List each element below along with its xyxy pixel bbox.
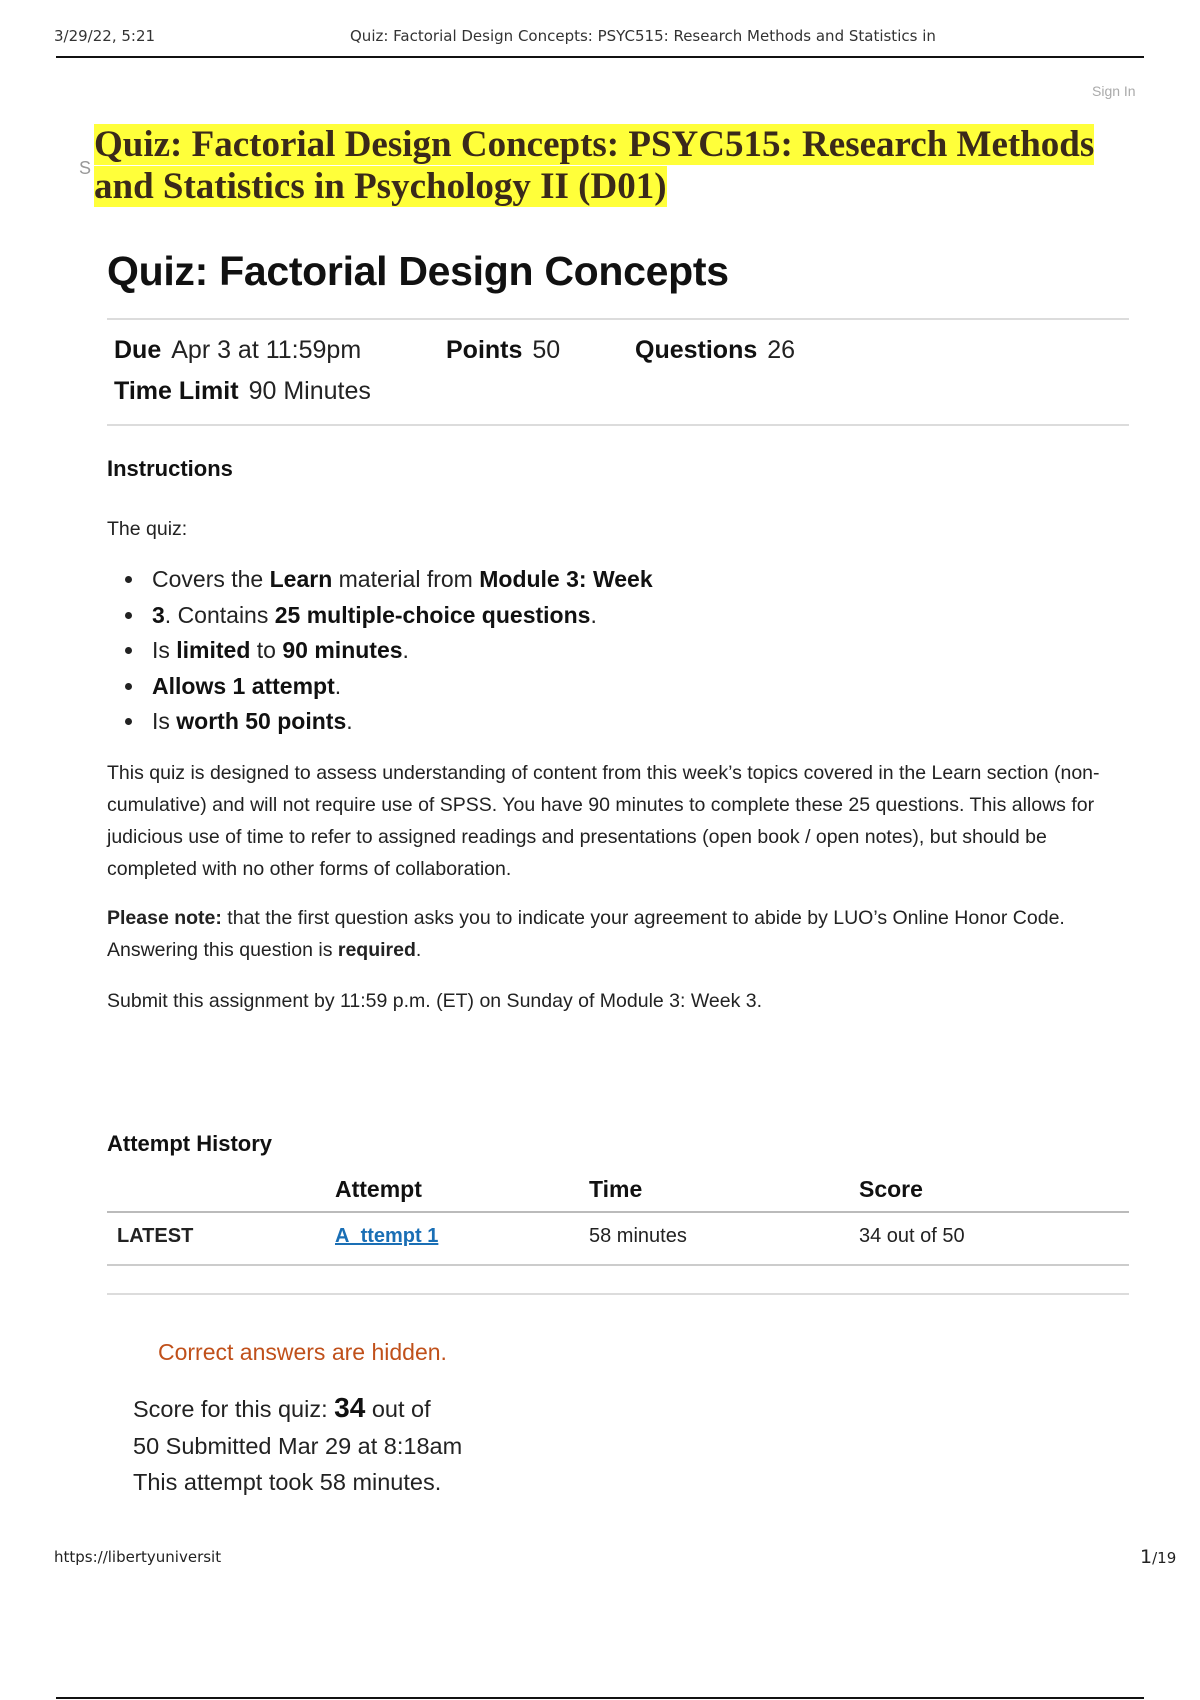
- column-header-attempt: Attempt: [335, 1168, 589, 1212]
- points: [446, 336, 560, 365]
- points-label: Points: [446, 336, 523, 364]
- header-divider: [56, 56, 1144, 58]
- questions-label: Questions: [635, 336, 758, 364]
- score-summary: [133, 1390, 462, 1501]
- submitted-line: 50 Submitted Mar 29 at 8:18am: [133, 1432, 463, 1459]
- correct-answers-hidden-notice: Correct answers are hidden.: [158, 1339, 447, 1365]
- list-item: • Covers the Learn material from Module 3: Week: [146, 562, 653, 598]
- questions: [635, 336, 795, 365]
- due-value: Apr 3 at 11:59pm: [171, 336, 362, 364]
- instructions-list: [120, 562, 653, 740]
- attempt-history-heading: Attempt History: [107, 1131, 273, 1156]
- attempt-history-table: [107, 1168, 1129, 1266]
- attempt-cell: [335, 1212, 589, 1265]
- divider: [107, 1293, 1129, 1295]
- instructions-paragraph: This quiz is designed to assess understanding of content from this week’s topics covered in the Learn section (non-cumulative) and will not require use of SPSS. You have 90 minutes to complete these 25 questions. This allows for judicious use of time to refer to assigned readings and presentations (open book / open notes), but should be completed with no other forms of collaboration.: [107, 762, 1100, 880]
- time-limit-value: 90 Minutes: [248, 377, 371, 405]
- column-header: [107, 1168, 335, 1212]
- attempt-link[interactable]: A_ttempt 1: [335, 1225, 439, 1247]
- list-item: • 3. Contains 25 multiple-choice questions.: [146, 598, 653, 634]
- page-heading-text: Quiz: Factorial Design Concepts: PSYC515: Research Methods and Statistics in Psychology II (D01): [94, 124, 1095, 207]
- column-header-score: Score: [859, 1168, 1129, 1212]
- submit-deadline: Submit this assignment by 11:59 p.m. (ET) on Sunday of Module 3: Week 3.: [107, 990, 763, 1012]
- table-row: [107, 1212, 1129, 1265]
- list-item: • Allows 1 attempt.: [146, 669, 653, 705]
- list-item: • Is limited to 90 minutes.: [146, 633, 653, 669]
- time-cell: 58 minutes: [589, 1212, 859, 1265]
- questions-value: 26: [767, 336, 796, 364]
- duration-line: This attempt took 58 minutes.: [133, 1469, 442, 1495]
- divider: [107, 424, 1129, 426]
- instructions-heading: Instructions: [107, 456, 233, 481]
- footer-divider: [56, 1697, 1144, 1699]
- score-value: 34: [334, 1392, 366, 1423]
- honor-code-note: Please note: that the first question asks you to indicate your agreement to abide by LUO’s Online Honor Code. Answering this question is required.: [107, 907, 1065, 961]
- score-cell: 34 out of 50: [859, 1212, 1129, 1265]
- column-header-time: Time: [589, 1168, 859, 1212]
- sign-in-link[interactable]: Sign In: [1092, 83, 1136, 99]
- score-line: Score for this quiz: 34 out of: [133, 1392, 431, 1423]
- quiz-title: Quiz: Factorial Design Concepts: [107, 248, 729, 294]
- table-header-row: [107, 1168, 1129, 1212]
- due-date: [114, 336, 361, 365]
- due-label: Due: [114, 336, 162, 364]
- print-date: 3/29/22, 5:21: [54, 27, 156, 45]
- list-item: • Is worth 50 points.: [146, 704, 653, 740]
- footer-url: https://libertyuniversit: [54, 1548, 222, 1566]
- time-limit: [114, 377, 371, 406]
- divider: [107, 318, 1129, 320]
- time-limit-label: Time Limit: [114, 377, 239, 405]
- page-number: 1/19: [1140, 1546, 1177, 1568]
- points-value: 50: [532, 336, 561, 364]
- ghost-letter: S: [79, 158, 92, 178]
- instructions-intro: The quiz:: [107, 518, 188, 540]
- print-title: Quiz: Factorial Design Concepts: PSYC515: Research Methods and Statistics in: [350, 27, 936, 45]
- page-heading: [94, 124, 1144, 208]
- latest-label: LATEST: [107, 1212, 335, 1265]
